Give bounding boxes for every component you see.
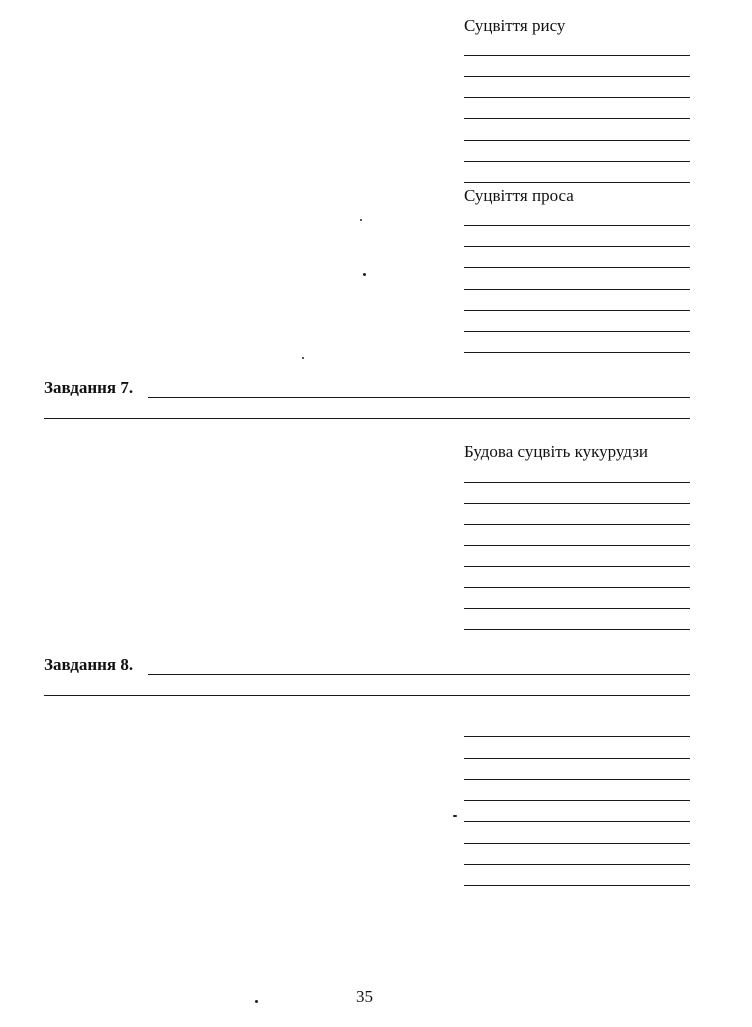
answer-line[interactable] (464, 289, 690, 290)
scan-speck (302, 357, 304, 359)
scan-speck (453, 815, 457, 817)
answer-line[interactable] (464, 225, 690, 226)
answer-line[interactable] (464, 758, 690, 759)
answer-line[interactable] (464, 246, 690, 247)
answer-line[interactable] (464, 310, 690, 311)
answer-line[interactable] (464, 482, 690, 483)
answer-line[interactable] (464, 267, 690, 268)
answer-line[interactable] (464, 736, 690, 737)
answer-line[interactable] (464, 97, 690, 98)
task-7-answer-line[interactable] (44, 418, 690, 419)
answer-line[interactable] (464, 182, 690, 183)
answer-line[interactable] (464, 503, 690, 504)
task-7-label: Завдання 7. (44, 378, 134, 397)
task-7-answer-line[interactable] (148, 397, 690, 398)
answer-line[interactable] (464, 118, 690, 119)
answer-line[interactable] (464, 331, 690, 332)
task-8-answer-line[interactable] (44, 695, 690, 696)
answer-line[interactable] (464, 140, 690, 141)
answer-line[interactable] (464, 566, 690, 567)
scan-speck (255, 1000, 258, 1003)
answer-line[interactable] (464, 821, 690, 822)
page-number: 35 (356, 987, 373, 1006)
corn-heading: Будова суцвіть кукурудзи (464, 442, 649, 461)
answer-line[interactable] (464, 779, 690, 780)
answer-line[interactable] (464, 800, 690, 801)
scan-speck (363, 273, 366, 276)
task-8 (44, 655, 690, 699)
answer-line[interactable] (464, 545, 690, 546)
answer-line[interactable] (464, 843, 690, 844)
task-7 (44, 378, 690, 422)
corn-inflorescence-block (464, 442, 690, 632)
answer-line[interactable] (464, 524, 690, 525)
answer-lines-block (464, 716, 690, 888)
answer-line[interactable] (464, 161, 690, 162)
answer-line[interactable] (464, 629, 690, 630)
answer-line[interactable] (464, 864, 690, 865)
answer-line[interactable] (464, 76, 690, 77)
rice-heading: Суцвіття рису (464, 16, 566, 35)
scan-speck (360, 219, 362, 221)
answer-line[interactable] (464, 608, 690, 609)
task-8-label: Завдання 8. (44, 655, 134, 674)
millet-heading: Суцвіття проса (464, 186, 574, 205)
answer-line[interactable] (464, 55, 690, 56)
answer-line[interactable] (464, 885, 690, 886)
task-8-answer-line[interactable] (148, 674, 690, 675)
answer-line[interactable] (464, 587, 690, 588)
rice-inflorescence-block (464, 16, 690, 188)
millet-inflorescence-block (464, 186, 690, 358)
answer-line[interactable] (464, 352, 690, 353)
